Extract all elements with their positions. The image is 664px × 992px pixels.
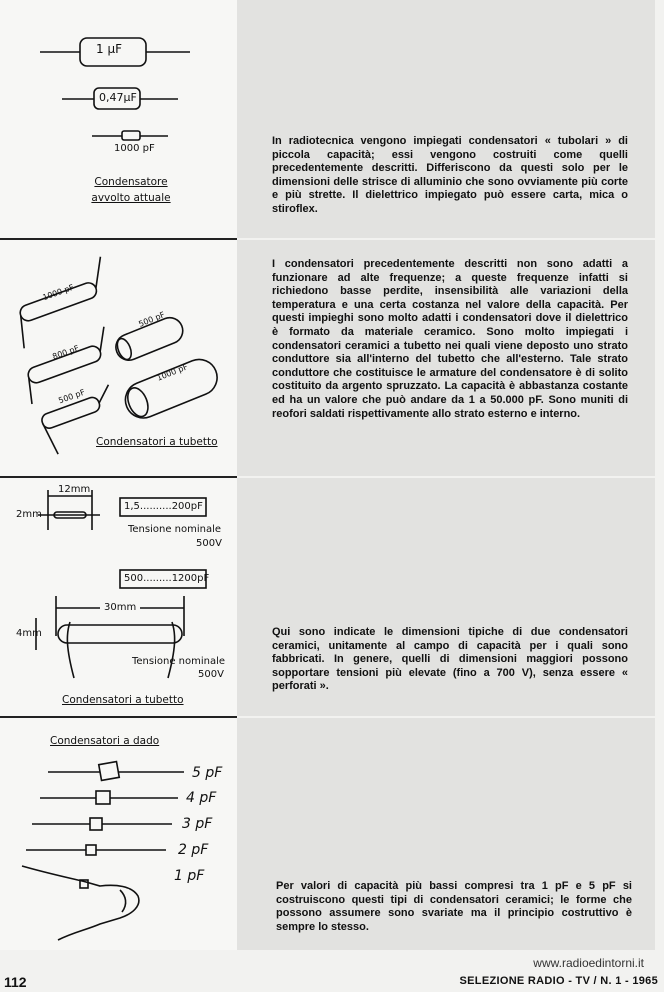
value-label: 5 pF bbox=[192, 765, 223, 781]
tube-label: 1000 pF bbox=[155, 362, 190, 383]
watermark: www.radioedintorni.it bbox=[533, 956, 644, 970]
capacitor-label-1000pf: 1000 pF bbox=[114, 143, 155, 154]
page-number: 112 bbox=[4, 974, 27, 990]
tube-label: 1000 pF bbox=[41, 282, 76, 303]
magazine-footer: SELEZIONE RADIO - TV / N. 1 - 1965 bbox=[459, 975, 658, 987]
value-label: 2 pF bbox=[178, 842, 209, 858]
section1-caption: Condensatore avvolto attuale bbox=[91, 176, 171, 204]
tube-label: 500 pF bbox=[137, 310, 167, 329]
value-label: 3 pF bbox=[182, 816, 213, 832]
section4-caption: Condensatori a dado bbox=[50, 735, 160, 747]
value-label: 1 pF bbox=[174, 868, 205, 884]
section2-caption: Condensatori a tubetto bbox=[96, 436, 218, 448]
tube-label: 800 pF bbox=[51, 343, 81, 362]
section1-text: In radiotecnica vengono impiegati condensatori « tubolari » di piccola capacità; essi vengono costruiti come quelli precedentemente descritti. Differiscono da questi solo per le dimensioni delle strisce di alluminio che sono ovviamente più corte e più strette. Il dielettrico impiegato può essere carta, mica o stiroflex. bbox=[272, 135, 628, 215]
section4-text: Per valori di capacità più bassi compresi tra 1 pF e 5 pF si costruiscono questi tipi di condensatori ceramici; le forme che possono assumere sono svariate ma il principio costruttivo è sempre lo stesso. bbox=[276, 880, 632, 933]
dimension-2mm: 2mm bbox=[16, 509, 42, 520]
range-large: 500.........1200pF bbox=[124, 573, 210, 584]
section3-text: Qui sono indicate le dimensioni tipiche di due condensatori ceramici, unitamente al campo di capacità per i quali sono fabbricati. In genere, quelli di dimensioni maggiori possono sopportare tensioni più elevate (fino a 700 V), senza essere « perforati ». bbox=[272, 626, 628, 693]
disc-capacitors-drawing bbox=[0, 718, 237, 950]
dimension-4mm: 4mm bbox=[16, 628, 42, 639]
tube-label: 500 pF bbox=[57, 387, 87, 406]
capacitor-label-1uf: 1 µF bbox=[96, 42, 122, 56]
value-label: 4 pF bbox=[186, 790, 217, 806]
dimension-30mm: 30mm bbox=[104, 602, 137, 613]
capacitor-label-047uf: 0,47µF bbox=[99, 91, 137, 104]
section2-text: I condensatori precedentemente descritti non sono adatti a funzionare ad alte frequenze; a queste frequenze infatti si richiedono basse perdite, insensibilità alle variazioni della temperatura e una certa costanza nel valore della capacità. Per questi impieghi sono molto adatti i condensatori dove il dielettrico è formato da materiale ceramico. Sono molto impiegati i condensatori ceramici a tubetto nei quali viene deposto uno strato conduttore sia all'interno del tubetto che all'esterno. Tale strato conduttore che costituisce le armature del condensatore è di solito costituito da argento spruzzato. La capacità è abbastanza costante ed ha un valore che può andare da 1 a 50.000 pF. Sono muniti di reofori saldati rispettivamente allo strato esterno e interno. bbox=[272, 258, 628, 420]
tension-value-1: 500V bbox=[196, 538, 222, 549]
dimension-12mm: 12mm bbox=[58, 484, 91, 495]
section3-caption: Condensatori a tubetto bbox=[62, 694, 184, 706]
tension-label-2: Tensione nominale bbox=[132, 656, 226, 667]
tension-label-1: Tensione nominale bbox=[128, 524, 222, 535]
range-small: 1,5..........200pF bbox=[124, 501, 203, 512]
tension-value-2: 500V bbox=[198, 669, 224, 680]
